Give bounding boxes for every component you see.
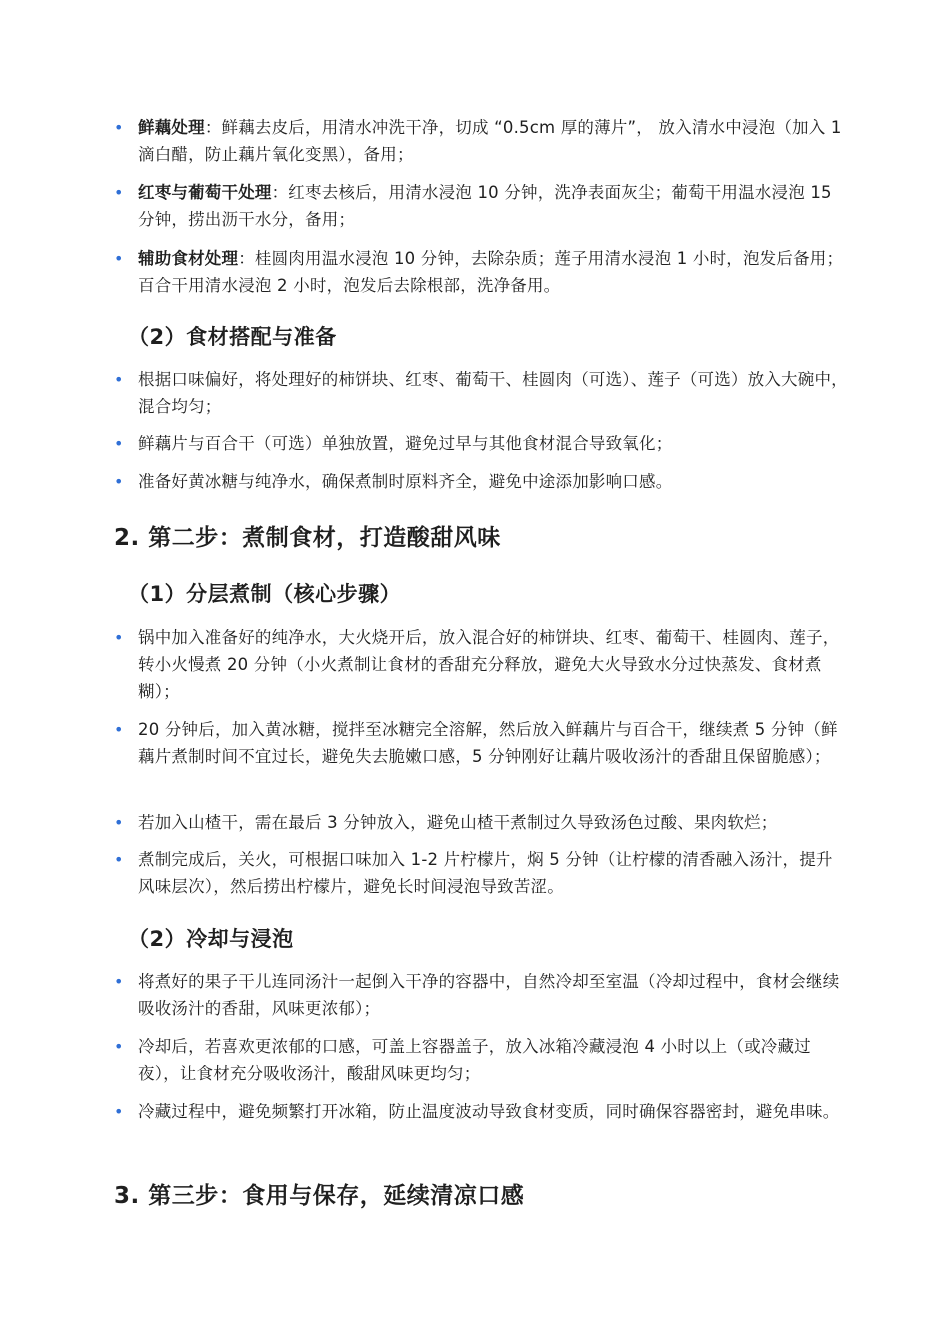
- subsection-heading: （2）食材搭配与准备: [128, 325, 337, 349]
- item-label: 红枣与葡萄干处理: [138, 183, 272, 202]
- item-text: ：红枣去核后，用清水浸泡 10 分钟，洗净表面灰尘；葡萄干用温水浸泡 15 分钟，捞出沥干水分，备用；: [138, 183, 832, 229]
- list-item: 准备好黄冰糖与纯净水，确保煮制时原料齐全，避免中途添加影响口感。: [138, 472, 673, 491]
- bullet: •: [114, 850, 124, 869]
- bullet: •: [114, 472, 124, 491]
- bullet: •: [114, 183, 124, 202]
- list-item: 冷却后，若喜欢更浓郁的口感，可盖上容器盖子，放入冰箱冷藏浸泡 4 小时以上（或冷藏过夜），让食材充分吸收汤汁，酸甜风味更均匀；: [138, 1037, 811, 1083]
- item-label: 辅助食材处理: [138, 249, 239, 268]
- list-item: 若加入山楂干，需在最后 3 分钟放入，避免山楂干煮制过久导致汤色过酸、果肉软烂；: [138, 813, 778, 832]
- section-heading: 3. 第三步：食用与保存，延续清凉口感: [114, 1183, 525, 1209]
- bullet: •: [114, 434, 124, 453]
- bullet: •: [114, 1037, 124, 1056]
- list-item: 根据口味偏好，将处理好的柿饼块、红枣、葡萄干、桂圆肉（可选）、莲子（可选）放入大碗中，混合均匀；: [138, 370, 848, 416]
- list-item: 锅中加入准备好的纯净水，大火烧开后，放入混合好的柿饼块、红枣、葡萄干、桂圆肉、莲子，转小火慢煮 20 分钟（小火煮制让食材的香甜充分释放，避免大火导致水分过快蒸发、食材煮糊）；: [138, 628, 840, 701]
- section-heading: 2. 第二步：煮制食材，打造酸甜风味: [114, 525, 501, 551]
- list-item: [138, 245, 848, 299]
- subsection-heading: （2）冷却与浸泡: [128, 927, 294, 951]
- bullet: •: [114, 249, 124, 268]
- list-item: 将煮好的果子干儿连同汤汁一起倒入干净的容器中，自然冷却至室温（冷却过程中，食材会继续吸收汤汁的香甜，风味更浓郁）；: [138, 972, 840, 1018]
- subsection-heading: （1）分层煮制（核心步骤）: [128, 582, 402, 606]
- bullet: •: [114, 370, 124, 389]
- bullet: •: [114, 1102, 124, 1121]
- item-label: 鲜藕处理: [138, 118, 205, 137]
- item-text: ：鲜藕去皮后，用清水冲洗干净，切成 “0.5cm 厚的薄片”， 放入清水中浸泡（加入 1 滴白醋，防止藕片氧化变黑），备用；: [138, 118, 842, 164]
- bullet: •: [114, 972, 124, 991]
- bullet: •: [114, 720, 124, 739]
- bullet: •: [114, 628, 124, 647]
- list-item: 鲜藕片与百合干（可选）单独放置，避免过早与其他食材混合导致氧化；: [138, 434, 673, 453]
- list-item: [138, 114, 848, 168]
- list-item: 煮制完成后，关火，可根据口味加入 1-2 片柠檬片，焖 5 分钟（让柠檬的清香融入汤汁，提升风味层次），然后捞出柠檬片，避免长时间浸泡导致苦涩。: [138, 850, 833, 896]
- list-item: [138, 179, 848, 233]
- bullet: •: [114, 813, 124, 832]
- item-text: ：桂圆肉用温水浸泡 10 分钟，去除杂质；莲子用清水浸泡 1 小时，泡发后备用；百合干用清水浸泡 2 小时，泡发后去除根部，洗净备用。: [138, 249, 844, 295]
- list-item: 冷藏过程中，避免频繁打开冰箱，防止温度波动导致食材变质，同时确保容器密封，避免串味。: [138, 1102, 840, 1121]
- bullet: •: [114, 118, 124, 137]
- list-item: 20 分钟后，加入黄冰糖，搅拌至冰糖完全溶解，然后放入鲜藕片与百合干，继续煮 5 分钟（鲜藕片煮制时间不宜过长，避免失去脆嫩口感，5 分钟刚好让藕片吸收汤汁的香甜且保留脆感）；: [138, 720, 838, 766]
